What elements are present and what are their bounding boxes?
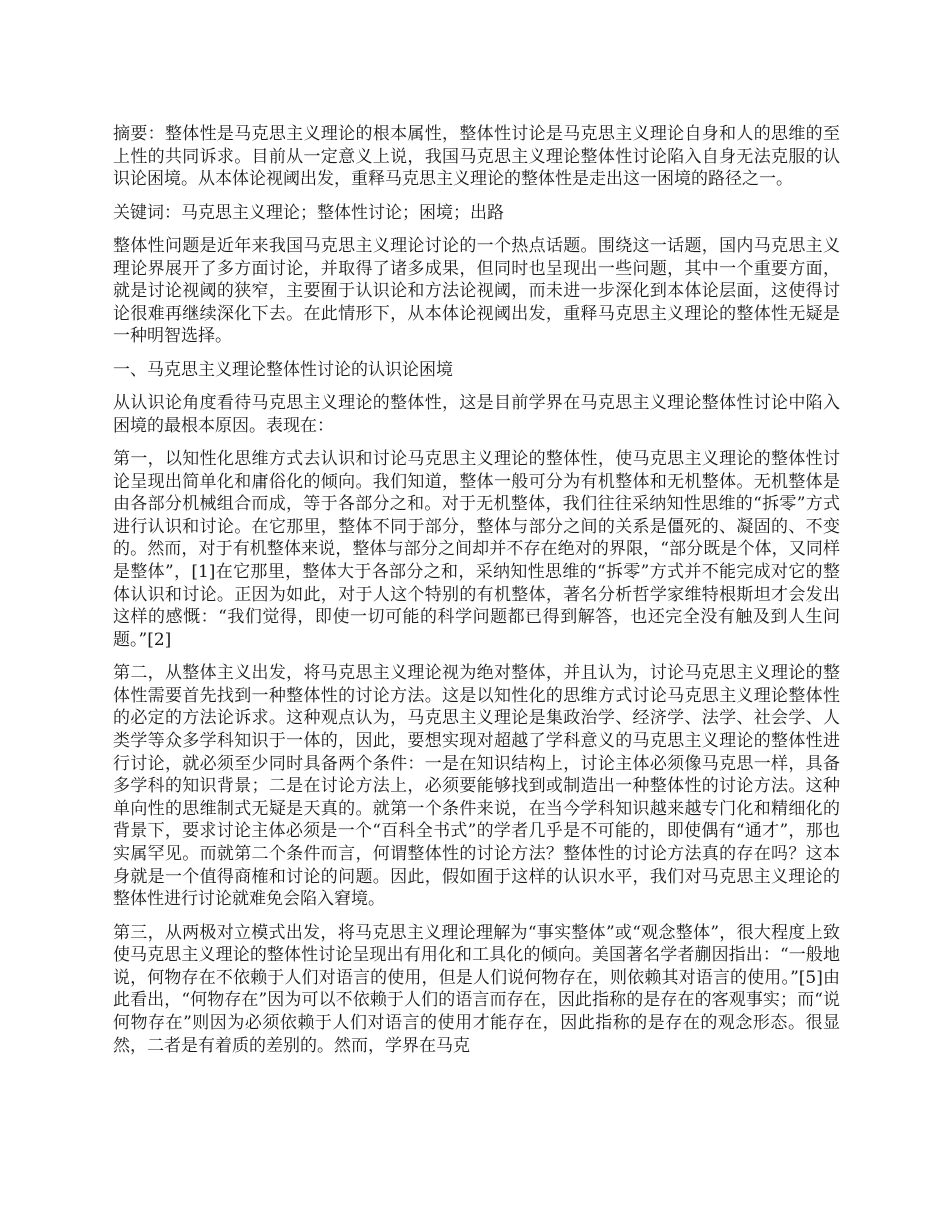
intro-paragraph: 整体性问题是近年来我国马克思主义理论讨论的一个热点话题。围绕这一话题，国内马克思主义理论界展开了多方面讨论，并取得了诸多成果，但同时也呈现出一些问题，其中一个重要方面，就是讨论视阈的狭窄，主要囿于认识论和方法论视阈，而未进一步深化到本体论层面，这使得讨论很难再继续深化下去。在此情形下，从本体论视阈出发，重释马克思主义理论的整体性无疑是一种明智选择。 [113, 235, 840, 347]
keywords-paragraph: 关键词：马克思主义理论；整体性讨论；困境；出路 [113, 202, 504, 223]
point-three-paragraph: 第三，从两极对立模式出发，将马克思主义理论理解为“事实整体”或“观念整体”，很大程度上致使马克思主义理论的整体性讨论呈现出有用化和工具化的倾向。美国著名学者蒯因指出：“一般地说，何物存在不依赖于人们对语言的使用，但是人们说何物存在，则依赖其对语言的使用。”[5]由此看出，“何物存在”因为可以不依赖于人们的语言而存在，因此指称的是存在的客观事实；而“说何物存在”则因为必须依赖于人们对语言的使用才能存在，因此指称的是存在的观念形态。很显然，二者是有着质的差别的。然而，学界在马克 [113, 922, 840, 1056]
section-intro-paragraph: 从认识论角度看待马克思主义理论的整体性，这是目前学界在马克思主义理论整体性讨论中陷入困境的最根本原因。表现在： [113, 393, 840, 436]
document-body [113, 123, 840, 1068]
point-two-paragraph: 第二，从整体主义出发，将马克思主义理论视为绝对整体，并且认为，讨论马克思主义理论的整体性需要首先找到一种整体性的讨论方法。这是以知性化的思维方式讨论马克思主义理论整体性的必定的方法论诉求。这种观点认为，马克思主义理论是集政治学、经济学、法学、社会学、人类学等众多学科知识于一体的，因此，要想实现对超越了学科意义的马克思主义理论的整体性进行讨论，就必须至少同时具备两个条件：一是在知识结构上，讨论主体必须像马克思一样，具备多学科的知识背景；二是在讨论方法上，必须要能够找到或制造出一种整体性的讨论方法。这种单向性的思维制式无疑是天真的。就第一个条件来说，在当今学科知识越来越专门化和精细化的背景下，要求讨论主体必须是一个“百科全书式”的学者几乎是不可能的，即使偶有“通才”，那也实属罕见。而就第二个条件而言，何谓整体性的讨论方法？整体性的讨论方法真的存在吗？这本身就是一个值得商榷和讨论的问题。因此，假如囿于这样的认识水平，我们对马克思主义理论的整体性进行讨论就难免会陷入窘境。 [113, 663, 840, 910]
point-one-paragraph: 第一，以知性化思维方式去认识和讨论马克思主义理论的整体性，使马克思主义理论的整体性讨论呈现出简单化和庸俗化的倾向。我们知道，整体一般可分为有机整体和无机整体。无机整体是由各部分机械组合而成，等于各部分之和。对于无机整体，我们往往采纳知性思维的“拆零”方式进行认识和讨论。在它那里，整体不同于部分，整体与部分之间的关系是僵死的、凝固的、不变的。然而，对于有机整体来说，整体与部分之间却并不存在绝对的界限，“部分既是个体，又同样是整体”，[1]在它那里，整体大于各部分之和，采纳知性思维的“拆零”方式并不能完成对它的整体认识和讨论。正因为如此，对于人这个特别的有机整体，著名分析哲学家维特根斯坦才会发出这样的感慨：“我们觉得，即使一切可能的科学问题都已得到解答，也还完全没有触及到人生问题。”[2] [113, 449, 840, 650]
section-heading: 一、马克思主义理论整体性讨论的认识论困境 [113, 359, 453, 380]
abstract-paragraph: 摘要：整体性是马克思主义理论的根本属性，整体性讨论是马克思主义理论自身和人的思维的至上性的共同诉求。目前从一定意义上说，我国马克思主义理论整体性讨论陷入自身无法克服的认识论困境。从本体论视阈出发，重释马克思主义理论的整体性是走出这一困境的路径之一。 [113, 124, 840, 190]
